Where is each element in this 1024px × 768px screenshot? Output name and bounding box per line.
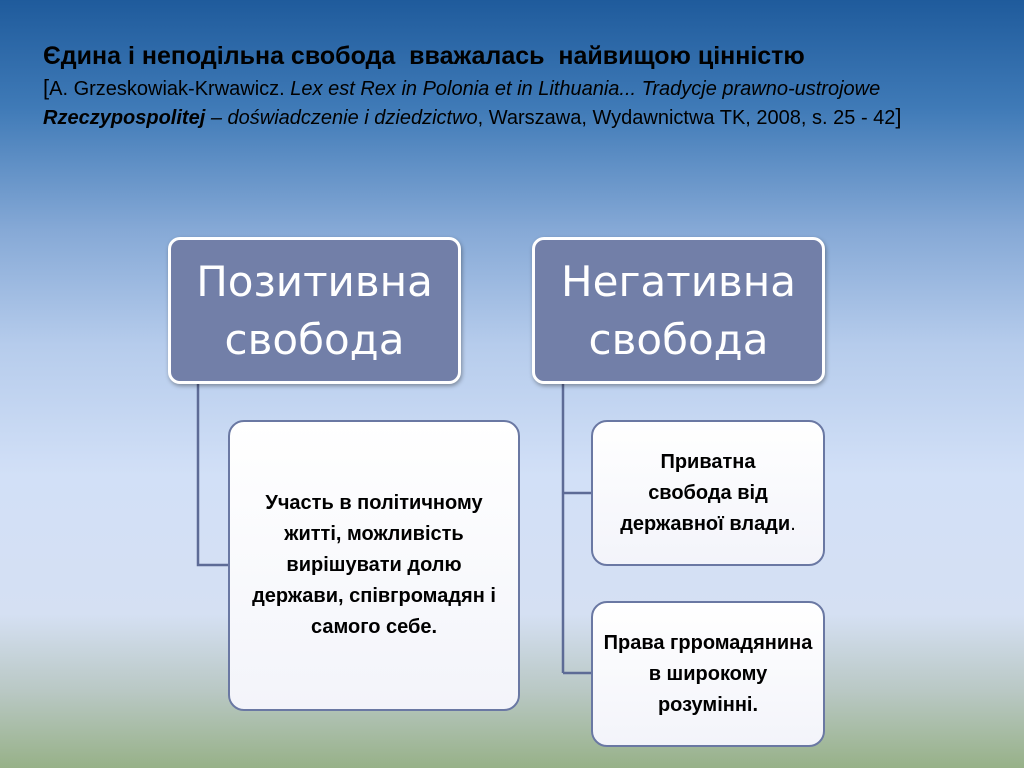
positive-freedom-line2: свобода: [224, 314, 405, 364]
positive-freedom-line1: Позитивна: [196, 256, 433, 306]
citation-title-bold: Rzeczypospolitej: [43, 107, 206, 129]
positive-freedom-description: [228, 420, 520, 711]
citation-open-bracket: [: [43, 75, 50, 100]
negative-freedom-private-text: Приватна свобода від державної влади: [620, 450, 791, 535]
negative-freedom-private-punct: .: [790, 512, 796, 535]
positive-freedom-description-text: Участь в політичному житті, можливість вирішувати долю держави, співгромадян і самого себе.: [252, 492, 496, 638]
negative-freedom-line1: Негативна: [561, 256, 796, 306]
connector-positive: [198, 384, 229, 565]
slide-title: Єдина і неподільна свобода вважалась найвищою цінністю: [43, 42, 805, 70]
citation-publisher: , Warszawa, Wydawnictwa TK, 2008, s. 25 - 42: [477, 107, 896, 129]
negative-freedom-private-wrap: [619, 447, 797, 540]
negative-freedom-private-box: [591, 420, 825, 566]
negative-freedom-rights-box: [591, 601, 825, 747]
citation-close-bracket: ]: [895, 104, 902, 129]
citation-title-part2: – doświadczenie i dziedzictwo: [205, 107, 478, 129]
negative-freedom-line2: свобода: [588, 314, 769, 364]
negative-freedom-box: [532, 237, 825, 384]
negative-freedom-rights-text: Права грромадянина в широкому розумінні.: [603, 631, 813, 716]
positive-freedom-box: [168, 237, 461, 384]
citation-author: A. Grzeskowiak-Krwawicz.: [49, 78, 291, 100]
citation-title-part1: Lex est Rex in Polonia et in Lithuania... Tradycje prawno-ustrojowe: [290, 78, 881, 100]
